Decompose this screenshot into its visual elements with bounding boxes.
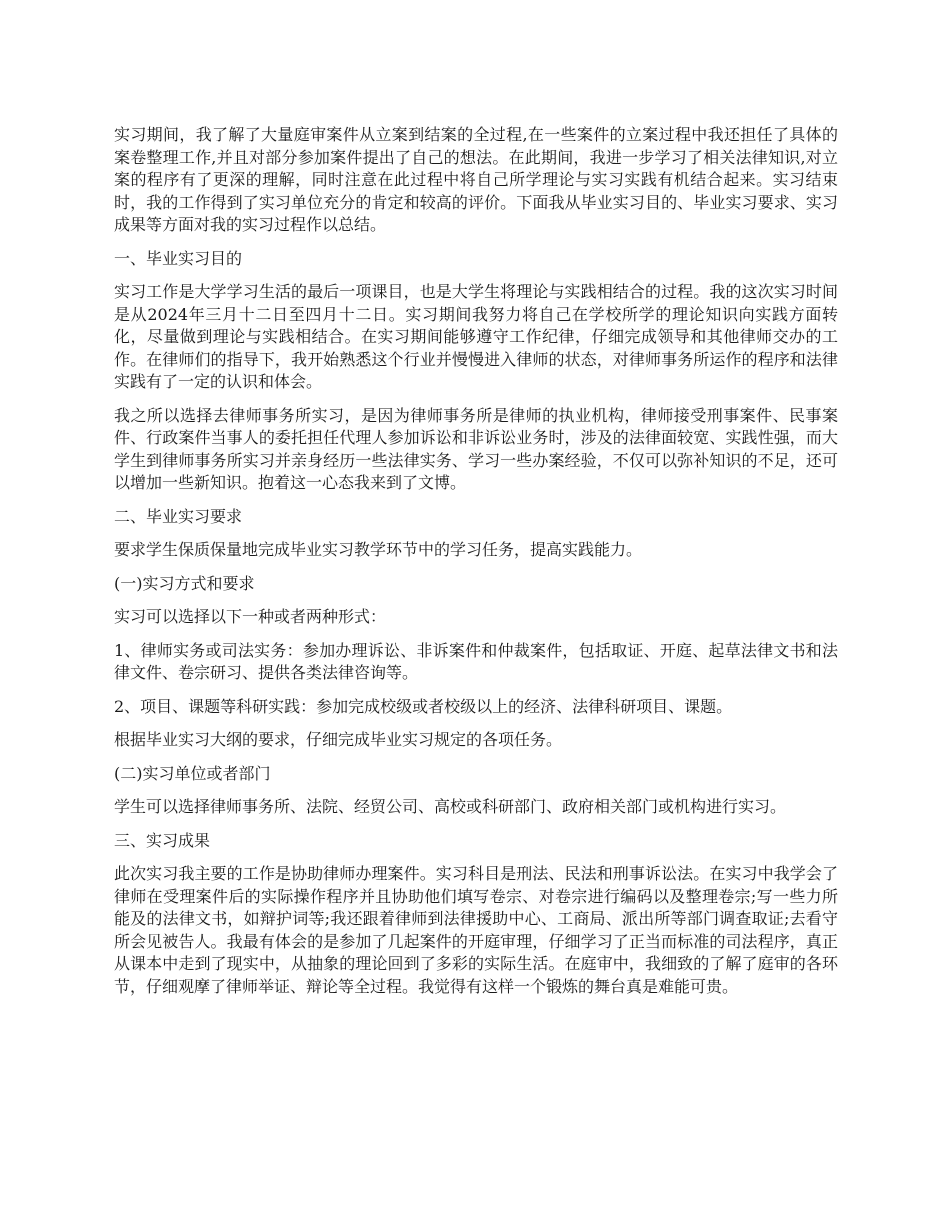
method-closing: 根据毕业实习大纲的要求，仔细完成毕业实习规定的各项任务。	[114, 730, 563, 749]
purpose-paragraph-2: 我之所以选择去律师事务所实习，是因为律师事务所是律师的执业机构，律师接受刑事案件、民事案件、行政案件当事人的委托担任代理人参加诉讼和非诉讼业务时，涉及的法律面较宽、实践性强，而大学生到律师事务所实习并亲身经历一些法律实务、学习一些办案经验，不仅可以弥补知识的不足，还可以增加一些新知识。抱着这一心态我来到了文博。	[114, 405, 838, 492]
subheading-unit: (二)实习单位或者部门	[114, 763, 271, 783]
requirements-paragraph: 要求学生保质保量地完成毕业实习教学环节中的学习任务，提高实践能力。	[114, 540, 643, 559]
intro-paragraph: 实习期间，我了解了大量庭审案件从立案到结案的全过程,在一些案件的立案过程中我还担任了具体的案卷整理工作,并且对部分参加案件提出了自己的想法。在此期间，我进一步学习了相关法律知识,对立案的程序有了更深的理解，同时注意在此过程中将自己所学理论与实习实践有机结合起来。实习结束时，我的工作得到了实习单位充分的肯定和较高的评价。下面我从毕业实习目的、毕业实习要求、实习成果等方面对我的实习过程作以总结。	[114, 125, 838, 234]
section-heading-results: 三、实习成果	[114, 830, 211, 850]
method-item-2: 2、项目、课题等科研实践：参加完成校级或者校级以上的经济、法律科研项目、课题。	[114, 696, 733, 716]
method-intro: 实习可以选择以下一种或者两种形式：	[114, 607, 387, 626]
document-body	[114, 124, 838, 1009]
subheading-method: (一)实习方式和要求	[114, 573, 255, 593]
purpose-paragraph-1: 实习工作是大学学习生活的最后一项课目，也是大学生将理论与实践相结合的过程。我的这次实习时间是从2024年三月十二日至四月十二日。实习期间我努力将自己在学校所学的理论知识向实践方面转化，尽量做到理论与实践相结合。在实习期间能够遵守工作纪律，仔细完成领导和其他律师交办的工作。在律师们的指导下，我开始熟悉这个行业并慢慢进入律师的状态，对律师事务所运作的程序和法律实践有了一定的认识和体会。	[114, 282, 838, 391]
section-heading-requirements: 二、毕业实习要求	[114, 506, 243, 526]
method-item-1: 1、律师实务或司法实务：参加办理诉讼、非诉案件和仲裁案件，包括取证、开庭、起草法律文书和法律文件、卷宗研习、提供各类法律咨询等。	[114, 640, 838, 682]
section-heading-purpose: 一、毕业实习目的	[114, 248, 243, 268]
unit-paragraph: 学生可以选择律师事务所、法院、经贸公司、高校或科研部门、政府相关部门或机构进行实习。	[114, 797, 787, 816]
results-paragraph: 此次实习我主要的工作是协助律师办理案件。实习科目是刑法、民法和刑事诉讼法。在实习中我学会了律师在受理案件后的实际操作程序并且协助他们填写卷宗、对卷宗进行编码以及整理卷宗;写一些力所能及的法律文书，如辩护词等;我还跟着律师到法律援助中心、工商局、派出所等部门调查取证;去看守所会见被告人。我最有体会的是参加了几起案件的开庭审理，仔细学习了正当而标准的司法程序，真正从课本中走到了现实中，从抽象的理论回到了多彩的实际生活。在庭审中，我细致的了解了庭审的各环节，仔细观摩了律师举证、辩论等全过程。我觉得有这样一个锻炼的舞台真是难能可贵。	[114, 864, 838, 996]
